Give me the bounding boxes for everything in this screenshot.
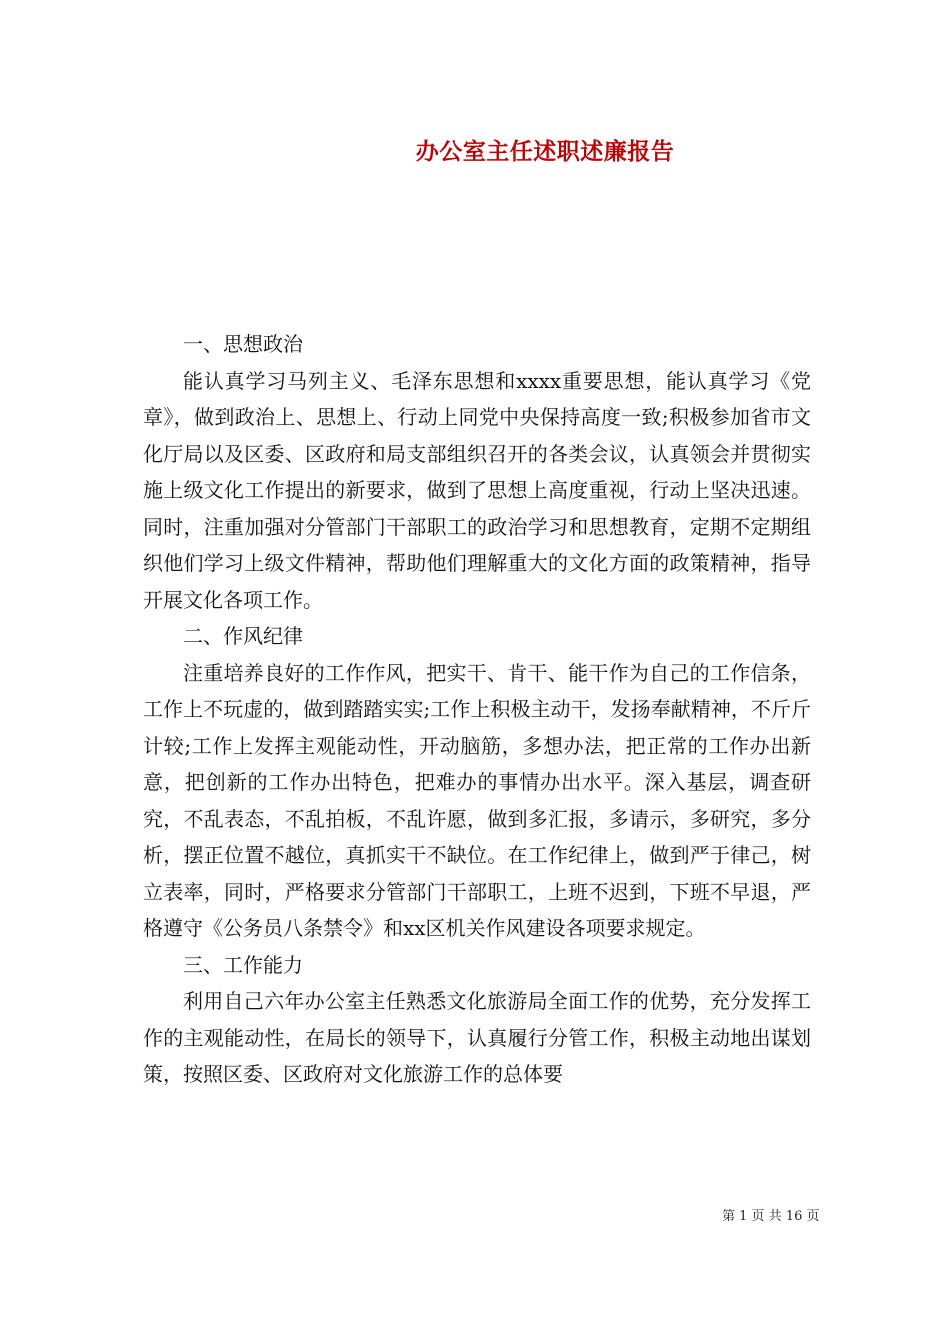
section-heading-3: 三、工作能力 [183,952,303,977]
section-body-1: 能认真学习马列主义、毛泽东思想和xxxx重要思想，能认真学习《党章》，做到政治上、思想上、行动上同党中央保持高度一致;积极参加省市文化厅局以及区委、区政府和局支部组织召开的各类会议，认真领会并贯彻实施上级文化工作提出的新要求，做到了思想上高度重视，行动上坚决迅速。同时，注重加强对分管部门干部职工的政治学习和思想教育，定期不定期组织他们学习上级文件精神，帮助他们理解重大的文化方面的政策精神，指导开展文化各项工作。 [143,368,811,612]
section-heading-2: 二、作风纪律 [183,624,303,648]
document-body [143,326,811,1093]
section-body-2: 注重培养良好的工作作风，把实干、肯干、能干作为自己的工作信条，工作上不玩虚的，做到踏踏实实;工作上积极主动干，发扬奉献精神，不斤斤计较;工作上发挥主观能动性，开动脑筋，多想办法，把正常的工作办出新意，把创新的工作办出特色，把难办的事情办出水平。深入基层，调查研究，不乱表态，不乱拍板，不乱许愿，做到多汇报，多请示，多研究，多分析，摆正位置不越位，真抓实干不缺位。在工作纪律上，做到严于律己，树立表率，同时，严格要求分管部门干部职工，上班不迟到，下班不早退，严格遵守《公务员八条禁令》和xx区机关作风建设各项要求规定。 [143,660,811,940]
section-heading-1: 一、思想政治 [183,332,303,356]
page-number: 第 1 页 共 16 页 [722,1209,820,1224]
document-title: 办公室主任述职述廉报告 [415,138,675,165]
section-body-3: 利用自己六年办公室主任熟悉文化旅游局全面工作的优势，充分发挥工作的主观能动性，在局长的领导下，认真履行分管工作，积极主动地出谋划策，按照区委、区政府对文化旅游工作的总体要 [143,989,811,1086]
